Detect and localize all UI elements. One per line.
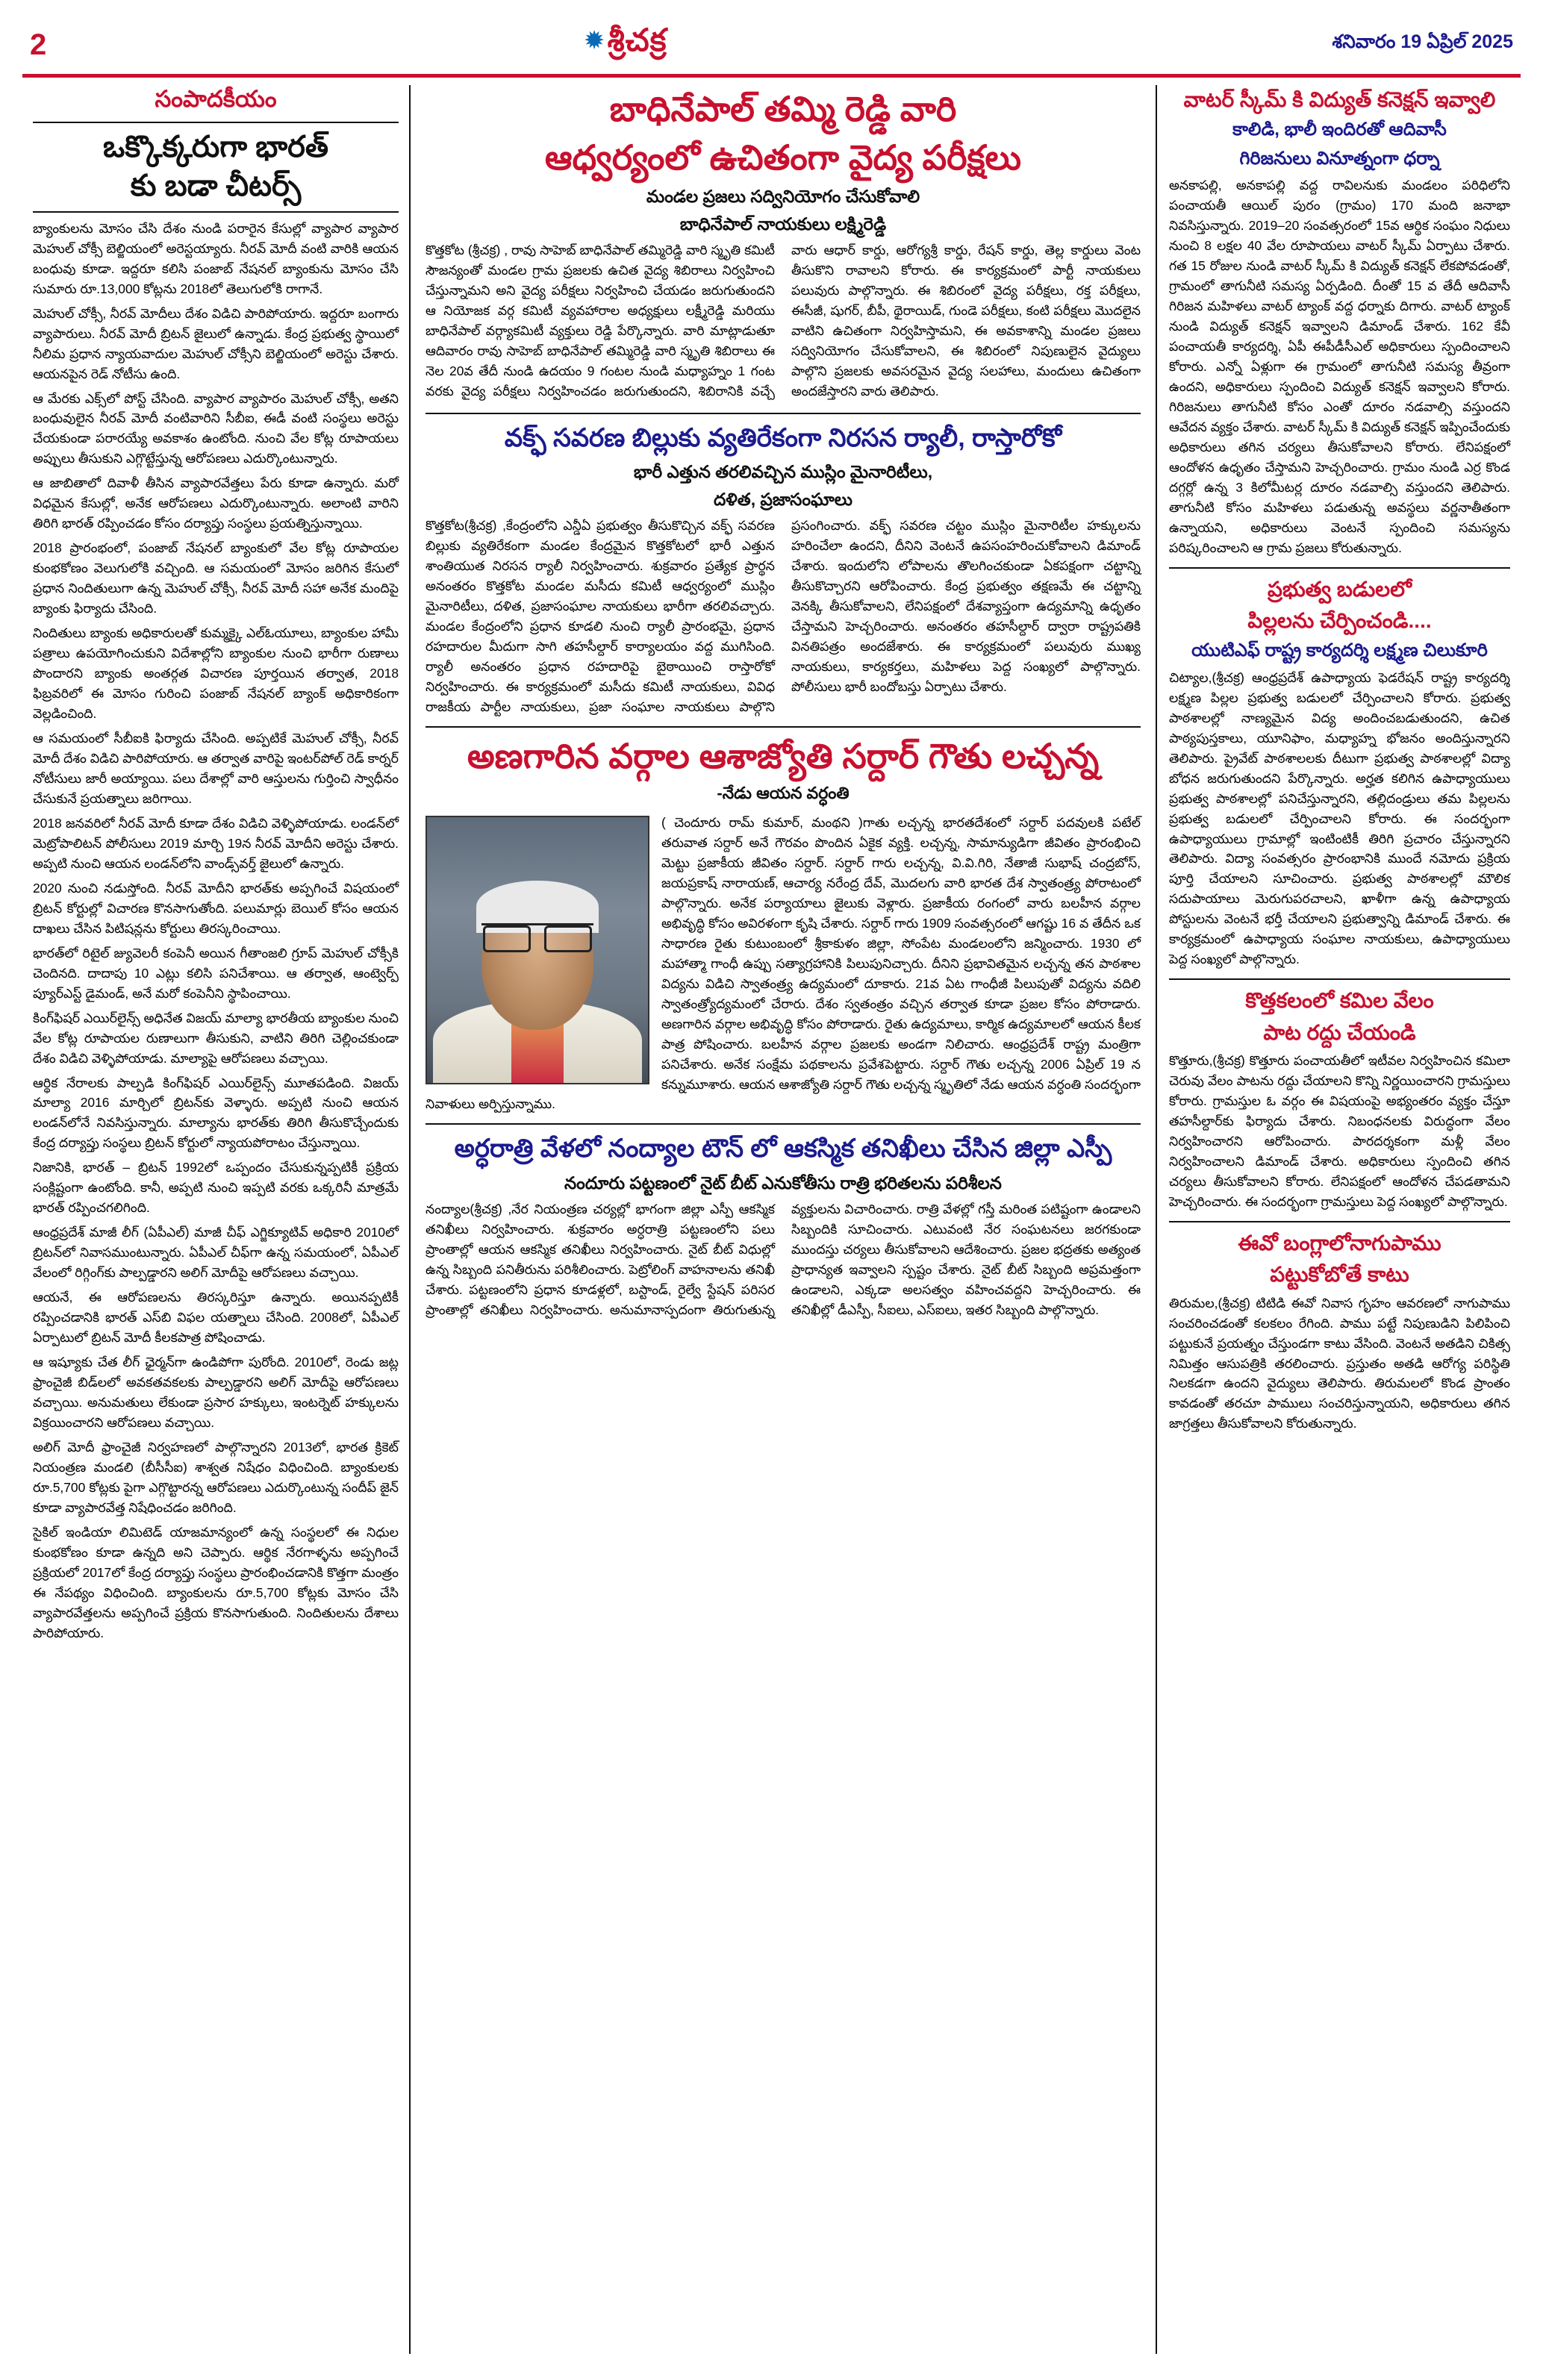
story3-subhead: -నేడు ఆయన వర్ధంతి [717,783,850,802]
paragraph: ( చెందూరు రామ్ కుమార్, మంథని )గాతు లచ్చన్న భారతదేశంలో సర్దార్ పదవులకి పటేల్ తరువాత సర్దార్ అనే గౌరవం పొందిన ఏకైక వ్యక్తి. లచ్చన్న, సామాన్యుడిగా జీవితం ప్రారంభించి మెట్టు ప్రజాకీయ జీవితం సర్దార్. సర్దార్ గారు లచ్చన్న, వి.వి.గిరి, నేతాజీ సుభాష్ చంద్రబోస్, జయప్రకాష్ నారాయణ్, ఆచార్య నరేంద్ర దేవ్, మొదలగు వారి భారత దేశ స్వాతంత్ర్య పోరాటంలో పాల్గొన్నారు. అనేక పర్యాయాలు జైలుకు వెళ్లారు. ప్రజాకీయ రంగంలో వారు బలహీన వర్గాల అభివృద్ధి కోసం అవిరళంగా కృషి చేశారు. సర్దార్ గారు 1909 సంవత్సరంలో ఆగష్టు 16 వ తేదీన ఒక సాధారణ రైతు కుటుంబంలో శ్రీకాకుళం జిల్లా, సోంపేట మండలంలోని జన్మించారు. 1930 లో మహాత్మా గాంధీ ఉప్పు సత్యాగ్రహానికి పిలుపునిచ్చారు. దీనిని ప్రభావితమైన లచ్చన్న తన పాఠశాల విద్యను విడిచి స్వాతంత్ర్య ఉద్యమంలో దూకారు. 21వ ఏట గాంధీజీ పిలుపుతో విద్యను వదిలి స్వాతంత్ర్యోద్యమంలో చేరారు. దేశం స్వతంత్రం వచ్చిన తర్వాత కూడా ప్రజల కోసం పోరాడారు. అణగారిన వర్గాల అభివృద్ధి కోసం పోరాడారు. రైతు ఉద్యమాలు, కార్మిక ఉద్యమాలలో ఆయన కీలక పాత్ర పోషించారు. బలహీన వర్గాల ప్రజలకు అండగా నిలిచారు. ఆంధ్రప్రదేశ్ రాష్ట్ర మంత్రిగా పనిచేశారు. అనేక సంక్షేమ పథకాలను ప్రవేశపెట్టారు. సర్దార్ గౌతు లచ్చన్న 2006 ఏప్రిల్ 19 న కన్నుమూశారు. ఆయన ఆశాజ్యోతి సర్దార్ గౌతు లచ్చన్న స్మృతిలో నేడు ఆయన వర్ధంతి సందర్భంగా నివాళులు అర్పిస్తున్నాము. [426,814,1141,1112]
right-story3-body [1169,1051,1510,1212]
lead-headline-line2: ఆధ్వర్యంలో ఉచితంగా వైద్య పరీక్షలు [544,138,1022,178]
column-left-editorial [22,85,411,2354]
lead-subhead-line1: మండల ప్రజలు సద్వినియోగం చేసుకోవాలి [646,187,920,207]
story2-body [426,516,1141,717]
page-content [22,85,1521,2354]
paragraph: చిట్యాల,(శ్రీచక్ర) ఆంధ్రప్రదేశ్ ఉపాధ్యాయ ఫెడరేషన్ రాష్ట్ర కార్యదర్శి లక్ష్మణ పిల్లల ప్రభుత్వ బడులలో చేర్పించాలని కోరారు. ప్రభుత్వ పాఠశాలల్లో నాణ్యమైన విద్య అందించబడుతుందని, ఉచిత పాఠ్యపుస్తకాలు, యూనిఫాం, మధ్యాహ్న భోజనం అందిస్తున్నారని తెలిపారు. ప్రైవేట్ పాఠశాలలకు దీటుగా ప్రభుత్వ పాఠశాలల్లో విద్యా బోధన జరుగుతుందని పేర్కొన్నారు. అర్హత కలిగిన ఉపాధ్యాయులు ప్రభుత్వ పాఠశాలల్లో పనిచేస్తున్నారని, తల్లిదండ్రులు తమ పిల్లలను ప్రభుత్వ బడులలో చేర్పించాలని కోరారు. ఈ సందర్భంగా ఉపాధ్యాయులు గ్రామాల్లో ఇంటింటికీ తిరిగి ప్రచారం చేస్తున్నారని తెలిపారు. విద్యా సంవత్సరం ప్రారంభానికి ముందే నమోదు ప్రక్రియ పూర్తి చేయాలని సూచించారు. ప్రభుత్వ పాఠశాలల్లో మౌలిక సదుపాయాలు మెరుగుపరచాలని, ఖాళీగా ఉన్న ఉపాధ్యాయ పోస్టులను వెంటనే భర్తీ చేయాలని ప్రభుత్వాన్ని డిమాండ్ చేశారు. ఈ కార్యక్రమంలో ఉపాధ్యాయ సంఘాల నాయకులు, ఉపాధ్యాయులు పెద్ద సంఖ్యలో పాల్గొన్నారు. [1169,669,1510,967]
right-story2-subhead: యుటిఎఫ్ రాష్ట్ర కార్యదర్శి లక్ష్మణ చిలుకూరి [1191,640,1488,661]
right-story4-headline-line1: ఈవో బంగ్లాలోనాగుపాము [1238,1231,1441,1255]
story4-subhead: నందూరు పట్టణంలో నైట్ బీట్ ఎనుకోతీసు రాత్రి భరితలను పరిశీలన [564,1172,1002,1193]
article-cobra-bite [1169,1230,1510,1434]
article-night-inspection [426,1132,1141,1322]
editorial-kicker: సంపాదకీయం [155,86,277,112]
story4-headline: అర్ధరాత్రి వేళలో నంద్యాల టౌన్ లో ఆకస్మిక తనిఖీలు చేసిన జిల్లా ఎస్పీ [454,1134,1112,1164]
right-story4-headline-line2: పట్టుకోబోతే కాటు [1270,1263,1409,1287]
lead-headline-line1: బాధినేపాల్ తమ్మి రెడ్డి వారి [609,90,957,128]
page-number: 2 [30,28,47,61]
paragraph: ఆ జాబితాలో దివాళీ తీసిన వ్యాపారవేత్తలు పేరు కూడా ఉన్నారు. మరో విధమైన కేసుల్లో, అనేక ఆరోపణలు ఎదుర్కొంటున్నారు. అలాంటి వారిని తిరిగి భారత్ రప్పించడం కోసం దర్యాప్తు సంస్థలు ప్రయత్నిస్తున్నాయి. [33,475,399,531]
paragraph: కొత్తకోట(శ్రీచక్ర) ,కేంద్రంలోని ఎన్డీఏ ప్రభుత్వం తీసుకొచ్చిన వక్ఫ్ సవరణ బిల్లుకు వ్యతిరేకంగా మండల కేంద్రమైన కొత్తకోటలో భారీ ఎత్తున శాంతియుత నిరసన ర్యాలీ నిర్వహించారు. శుక్రవారం ప్రత్యేక ప్రార్థన అనంతరం కొత్తకోట మండల మసీదు కమిటీ ఆధ్వర్యంలో ముస్లిం మైనారిటీలు, దళిత, ప్రజాసంఘాల నాయకులు భారీగా తరలివచ్చారు. మండల కేంద్రంలోని ప్రధాన కూడలి నుంచి ర్యాలీ ప్రారంభమై, ప్రధాన రహదారుల మీదుగా సాగి తహసీల్దార్ కార్యాలయం వద్ద ముగిసింది. ర్యాలీ అనంతరం ప్రధాన రహదారిపై బైఠాయించి రాస్తారోకో నిర్వహించారు. ఈ కార్యక్రమంలో మసీదు కమిటీ నాయకులు, వివిధ రాజకీయ పార్టీల నాయకులు, ప్రజా సంఘాల నాయకులు పాల్గొని ప్రసంగించారు. వక్ఫ్ సవరణ చట్టం ముస్లిం మైనారిటీల హక్కులను హరించేలా ఉందని, దీనిని వెంటనే ఉపసంహరించుకోవాలని డిమాండ్ చేశారు. ఇందులోని లోపాలను తొలగించకుండా ఏకపక్షంగా చట్టాన్ని తీసుకొచ్చారని ఆరోపించారు. కేంద్ర ప్రభుత్వం తక్షణమే ఈ చట్టాన్ని వెనక్కి తీసుకోవాలని, లేనిపక్షంలో దేశవ్యాప్తంగా ఉద్యమాన్ని ఉధృతం చేస్తామని హెచ్చరించారు. అనంతరం తహసీల్దార్ ద్వారా రాష్ట్రపతికి వినతిపత్రం అందజేశారు. ఈ కార్యక్రమంలో పలువురు ముఖ్య నాయకులు, కార్యకర్తలు, మహిళలు పెద్ద సంఖ్యలో పాల్గొన్నారు. పోలీసులు భారీ బందోబస్తు ఏర్పాటు చేశారు. [426,518,1141,714]
right-story1-body [1169,175,1510,557]
paragraph: 2018 జనవరిలో నీరవ్ మోదీ కూడా దేశం విడిచి వెళ్ళిపోయాడు. లండన్‌లో మెట్రోపాలిటన్ పోలీసులు 2019 మార్చి 19న నీరవ్ మోదీని అరెస్టు చేశారు. అప్పటి నుంచి ఆయన లండన్‌లోని వాండ్స్‌వర్త్ జైలులో ఉన్నారు. [33,815,399,871]
publication-logo [585,22,667,66]
article-govt-schools [1169,576,1510,970]
column-middle [411,85,1157,2354]
divider [426,413,1141,414]
paragraph: కింగ్‌ఫిషర్ ఎయిర్‌లైన్స్ అధినేత విజయ్ మాల్యా భారతీయ బ్యాంకుల నుంచి వేల కోట్ల రూపాయల రుణాలుగా తీసుకుని, వాటిని తిరిగి చెల్లించకుండా దేశం విడిచి వెళ్ళిపోయాడు. మాల్యాపై ఆరోపణలు వచ్చాయి. [33,1010,399,1066]
photo-glasses [481,923,593,946]
column-right [1157,85,1521,2354]
paragraph: 2020 నుంచి నడుస్తోంది. నీరవ్ మోదీని భారత్‌కు అప్పగించే విషయంలో బ్రిటన్ కోర్టుల్లో విచారణ కొనసాగుతోంది. పలుమార్లు బెయిల్ కోసం ఆయన దాఖలు చేసిన పిటిషన్లను కోర్టులు తిరస్కరించాయి. [33,880,399,936]
paragraph: కొత్తూరు,(శ్రీచక్ర) కొత్తూరు పంచాయతీలో ఇటీవల నిర్వహించిన కమిలా చెరువు వేలం పాటను రద్దు చేయాలని కొన్ని నిర్ణయించారని గ్రామస్తులు కోరారు. గ్రామస్తుల ఓ వర్గం ఈ విషయంపై అభ్యంతరం వ్యక్తం చేస్తూ తహసీల్దార్‌కు ఫిర్యాదు చేశారు. నిబంధనలకు విరుద్ధంగా వేలం నిర్వహించారని ఆరోపించారు. పారదర్శకంగా మళ్లీ వేలం నిర్వహించాలని డిమాండ్ చేశారు. అధికారులు స్పందించి తగిన చర్యలు తీసుకోవాలని కోరారు. లేనిపక్షంలో ఆందోళన చేపడతామని హెచ్చరించారు. ఈ సందర్భంగా గ్రామస్తులు పెద్ద సంఖ్యలో పాల్గొన్నారు. [1169,1053,1510,1209]
right-story3-headline-line2: పాట రద్దు చేయండి [1263,1020,1416,1044]
paragraph: ఆ మేరకు ఎక్స్‌లో పోస్ట్ చేసింది. వ్యాపార వ్యాపారం మెహుల్ చోక్సీ, అతని బంధువులైన నీరవ్ మోదీ వంటివారిని సీబీఐ, ఈడీ వంటి సంస్థలు అరెస్టు చేయకుండా పరారయ్యే అవకాశం ఉంటోంది. నుంచి వేల కోట్ల రూపాయలు అప్పులు తీసుకుని ఎగ్గొట్టేస్తున్న ఆరోపణలు ఎదుర్కొంటున్నారు. [33,390,399,466]
editorial-body [33,219,399,1643]
paragraph: నిజానికి, భారత్ – బ్రిటన్ 1992లో ఒప్పందం చేసుకున్నప్పటికీ ప్రక్రియ సంక్లిష్టంగా ఉంటోంది. కానీ, అప్పటి నుంచి ఇప్పటి వరకు ఒక్కరినీ మాత్రమే భారత్ రప్పించగలిగింది. [33,1160,399,1216]
article-gouthu-lachanna [426,735,1141,1115]
story4-body [426,1199,1141,1322]
right-story3-headline-line1: కొత్తకలంలో కమిల వేలం [1245,989,1434,1013]
right-story2-headline-line2: పిల్లలను చేర్పించండి.... [1247,608,1432,632]
paragraph: కొత్తకోట (శ్రీచక్ర) , రావు సాహెబ్ బాధినేపాల్ తమ్మిరెడ్డి వారి స్మృతి కమిటీ సౌజన్యంతో మండల గ్రామ ప్రజలకు ఉచిత వైద్య శిబిరాలు నిర్వహించి చేస్తున్నామని అని వైద్య పరీక్షలు నిర్వహించి చేయడం జరుగుతుందని ఆ నియోజక వర్గ కమిటీ వ్యవహారాల అధ్యక్షులు లక్ష్మీరెడ్డి మరియు బాధినేపాల్ వర్గ్యాకమిటీ వ్యక్తులు రెడ్డి పేర్కొన్నారు. వారి మాట్లాడుతూ ఆదివారం రావు సాహెబ్ బాధినేపాల్ తమ్మిరెడ్డి వారి స్మృతి శిబిరాలు ఈ నెల 20వ తేదీ నుండి ఉదయం 9 గంటల నుండి మధ్యాహ్నం 1 గంట వరకు వైద్య పరీక్షలు నిర్వహించడం జరుగుతుందని, శిబిరానికి వచ్చే వారు ఆధార్ కార్డు, ఆరోగ్యశ్రీ కార్డు, రేషన్ కార్డు, తెల్ల కార్డులు వెంట తీసుకొని రావాలని కోరారు. ఈ కార్యక్రమంలో పార్టీ నాయకులు పలువురు పాల్గొన్నారు. ఈ శిబిరంలో వైద్య పరీక్షలు, రక్త పరీక్షలు, ఈసీజీ, షుగర్, బీపీ, థైరాయిడ్, గుండె పరీక్షలు, కంటి పరీక్షలు మొదలైన వాటిని ఉచితంగా నిర్వహిస్తామని, ఈ అవకాశాన్ని మండల ప్రజలు సద్వినియోగం చేసుకోవాలని, ఈ శిబిరంలో నిపుణులైన వైద్యులు పాల్గొని ప్రజలకు అవసరమైన వైద్య సలహాలు, మందులు ఉచితంగా అందజేస్తారని వారు తెలిపారు. [426,243,1141,399]
lead-body [426,240,1141,404]
logo-mark-icon: ✹ [585,28,605,53]
paragraph: అలిగ్ మోదీ ఫ్రాంచైజీ నిర్వహణలో పాల్గొన్నారని 2013లో, భారత క్రికెట్ నియంత్రణ మండలి (బీసీసీఐ) శాశ్వత నిషేధం విధించింది. బ్యాంకులకు రూ.5,700 కోట్లకు పైగా ఎగ్గొట్టారన్న ఆరోపణలు ఎదుర్కొంటున్న సందీప్ జైన్ కూడా వ్యాపారవేత్త నిషేధించడం జరిగింది. [33,1439,399,1515]
story2-subhead-line2: దళిత, ప్రజాసంఘాలు [714,490,852,510]
paragraph: తిరుమల,(శ్రీచక్ర) టిటిడి ఈవో నివాస గృహం ఆవరణలో నాగుపాము సంచరించడంతో కలకలం రేగింది. పాము పట్టే నిపుణుడిని పిలిపించి పట్టుకునే ప్రయత్నం చేస్తుండగా కాటు వేసింది. వెంటనే అతడిని చికిత్స నిమిత్తం ఆసుపత్రికి తరలించారు. ప్రస్తుతం అతడి ఆరోగ్య పరిస్థితి నిలకడగా ఉందని వైద్యులు తెలిపారు. తిరుమలలో కొండ ప్రాంతం కావడంతో తరచూ పాములు సంచరిస్తున్నాయని, అధికారులు తగిన జాగ్రత్తలు తీసుకోవాలని కోరుతున్నారు. [1169,1295,1510,1431]
portrait-photo [426,816,649,1084]
article-auction-cancel [1169,987,1510,1212]
right-story4-body [1169,1293,1510,1434]
right-story1-headline: వాటర్ స్కీమ్ కి విద్యుత్ కనెక్షన్ ఇవ్వాలి [1183,88,1496,111]
paragraph: సైకిల్ ఇండియా లిమిటెడ్ యాజమాన్యంలో ఉన్న సంస్థలలో ఈ నిధుల కుంభకోణం కూడా ఉన్నది అని చెప్పారు. ఆర్థిక నేరగాళ్ళను అప్పగించే ప్రక్రియలో 2017లో కేంద్ర దర్యాప్తు సంస్థలు ప్రారంభించడానికి కొత్తగా మంత్రం ఈ నేపథ్యం విధించింది. బ్యాంకులను రూ.5,700 కోట్లకు మోసం చేసి వ్యాపారవేత్తలను అప్పగించే ప్రక్రియ కొనసాగుతుంది. నిందితులను దేశాలు పారిపోయారు. [33,1524,399,1640]
right-story2-headline-line1: ప్రభుత్వ బడులలో [1268,577,1412,601]
article-lead [426,88,1141,404]
story3-headline: అణగారిన వర్గాల ఆశాజ్యోతి సర్దార్ గౌతు లచ్చన్న [467,736,1100,775]
story3-body [426,813,1141,1115]
paragraph: బ్యాంకులను మోసం చేసి దేశం నుండి పరారైన కేసుల్లో వ్యాపార వ్యాపార మెహుల్ చోక్సీ బెల్జియంలో అరెస్టయ్యారు. నీరవ్ మోదీ వంటి వారికి ఆయన బంధువు కూడా. ఇద్దరూ కలిసి పంజాబ్ నేషనల్ బ్యాంకును మోసం చేసి సుమారు రూ.13,000 కోట్లను 2018లో తెలుగులోకి రాగానే. [33,220,399,296]
article-waqf-protest [426,422,1141,717]
story2-subhead-line1: భారీ ఎత్తున తరలివచ్చిన ముస్లిం మైనారిటీలు, [633,462,933,482]
paragraph: ఆ సమయంలో సీబీఐకి ఫిర్యాదు చేసింది. అప్పటికే మెహుల్ చోక్సీ, నీరవ్ మోదీ దేశం విడిచి పారిపోయారు. ఆ తర్వాత వారిపై ఇంటర్‌పోల్ రెడ్ కార్నర్ నోటీసులు జారీ అయ్యాయి. పలు దేశాల్లో వారి ఆస్తులను గుర్తించి స్వాధీనం చేసుకునే ప్రయత్నాలు జరిగాయి. [33,731,399,806]
paragraph: భారత్‌లో రిటైల్ జ్యువెలరీ కంపెనీ అయిన గీతాంజలి గ్రూప్ మెహుల్ చోక్సీకి చెందినది. దాదాపు 10 ఎట్లు కలిసి పనిచేశాయి. ఆ తర్వాత, ఆంట్వెర్ప్ ప్యూర్ఎస్ట్ డైమండ్, అనే మరో కంపెనీని స్థాపించాయి. [33,945,399,1001]
editorial-title-line2: కు బడా చీటర్స్ [130,169,302,202]
lead-subhead-line2: బాధినేపాల్ నాయకులు లక్ష్మిరెడ్డి [679,214,887,234]
paragraph: 2018 ప్రారంభంలో, పంజాబ్ నేషనల్ బ్యాంకులో వేల కోట్ల రూపాయల కుంభకోణం వెలుగులోకి వచ్చింది. ఆ సమయంలో మోసం జరిగిన కేసులో ప్రధాన నిందితులుగా ఉన్న మెహుల్ చోక్సీ, నీరవ్ మోదీ సహా అనేక మందిపై బ్యాంకు ఫిర్యాదు చేసింది. [33,540,399,616]
divider [33,211,399,213]
paragraph: నిందితులు బ్యాంకు అధికారులతో కుమ్మక్కై ఎల్‌ఓయూలు, బ్యాంకుల హామీ పత్రాలు ఉపయోగించుకుని విదేశాల్లోని బ్యాంకుల నుంచి భారీగా రుణాలు పొందారని బ్యాంకు అంతర్గత విచారణ పూర్తయిన తర్వాత, 2018 ఫిబ్రవరిలో ఈ మోసం గురించి పంజాబ్ నేషనల్ బ్యాంక్ అధికారికంగా వెల్లడించింది. [33,625,399,722]
right-story1-subhead-line1: కాలిడి, భాలీ ఇందిరతో ఆదివాసీ [1232,119,1447,140]
right-story2-body [1169,668,1510,970]
dateline: శనివారం 19 ఏప్రిల్ 2025 [1332,31,1513,52]
paragraph: ఆయనే, ఈ ఆరోపణలను తిరస్కరిస్తూ ఉన్నారు. అయినప్పటికీ రప్పించడానికి భారత్ ఎస్‌బి విఫల యత్నాలు చేసింది. 2008లో, ఏపీఎల్ ఏర్పాటులో బ్రిటన్ మోదీ కీలకపాత్ర పోషించాడు. [33,1290,399,1346]
right-story1-subhead-line2: గిరిజనులు వినూత్నంగా ధర్నా [1239,148,1440,169]
paragraph: ఆంధ్రప్రదేశ్ మాజీ లీగ్ (ఏపీఎల్) మాజీ చీఫ్ ఎగ్జిక్యూటివ్ అధికారి 2010లో బ్రిటన్‌లో నివాసముంటున్నారు. ఏపీఎల్ చీఫ్‌గా ఉన్న సమయంలో, ఏపీఎల్ వేలంలో రిగ్గింగ్‌కు పాల్పడ్డారని అలిగ్ మోదీపై ఆరోపణలు వచ్చాయి. [33,1225,399,1281]
paragraph: ఆ ఇష్యూకు చేత లీగ్ ఛైర్మన్‌గా ఉండిపోగా పురోంది. 2010లో, రెండు జట్ల ఫ్రాంచైజీ బిడ్‌లలో అవకతవకలకు పాల్పడ్డారని అలిగ్ మోదీపై ఆరోపణలు వచ్చాయి. అనుమతులు లేకుండా ప్రసార హక్కులు, ఇంటర్నెట్ హక్కులను విక్రయించారని ఆరోపణలు వచ్చాయి. [33,1355,399,1430]
paragraph: ఆర్థిక నేరాలకు పాల్పడి కింగ్‌ఫిషర్ ఎయిర్‌లైన్స్ మూతపడింది. విజయ్ మాల్యా 2016 మార్చిలో బ్రిటన్‌కు వెళ్ళారు. అప్పటి నుంచి ఆయన లండన్‌లోనే నివసిస్తున్నారు. మాల్యాను భారత్‌కు తిరిగి తీసుకొచ్చేందుకు కేంద్ర దర్యాప్తు సంస్థలు బ్రిటన్ కోర్టులో న్యాయపోరాటం చేస్తున్నాయి. [33,1075,399,1151]
portrait-photo-wrap [426,816,649,1084]
divider [1169,1221,1510,1222]
divider [1169,978,1510,980]
paragraph: నంద్యాల(శ్రీచక్ర) ,నేర నియంత్రణ చర్యల్లో భాగంగా జిల్లా ఎస్పీ ఆకస్మిక తనిఖీలు నిర్వహించారు. శుక్రవారం అర్ధరాత్రి పట్టణంలోని పలు ప్రాంతాల్లో ఆయన ఆకస్మిక తనిఖీలు నిర్వహించారు. నైట్ బీట్ విధుల్లో ఉన్న సిబ్బంది పనితీరును పరిశీలించారు. పెట్రోలింగ్ వాహనాలను తనిఖీ చేశారు. పట్టణంలోని ప్రధాన కూడళ్లలో, బస్టాండ్, రైల్వే స్టేషన్ పరిసర ప్రాంతాల్లో తనిఖీలు నిర్వహించారు. అనుమానాస్పదంగా తిరుగుతున్న వ్యక్తులను విచారించారు. రాత్రి వేళల్లో గస్తీ మరింత పటిష్టంగా ఉండాలని సిబ్బందికి సూచించారు. ఎటువంటి నేర సంఘటనలు జరగకుండా ముందస్తు చర్యలు తీసుకోవాలని ఆదేశించారు. ప్రజల భద్రతకు అత్యంత ప్రాధాన్యత ఇవ్వాలని స్పష్టం చేశారు. నైట్ బీట్ సిబ్బంది అప్రమత్తంగా ఉండాలని, ఎక్కడా అలసత్వం వహించవద్దని హెచ్చరించారు. ఈ తనిఖీల్లో డీఎస్పీ, సీఐలు, ఎస్ఐలు, ఇతర సిబ్బంది పాల్గొన్నారు. [426,1201,1141,1317]
logo-text: శ్రీచక్ర [607,22,667,57]
paragraph: అనకాపల్లి, అనకాపల్లి వద్ద రావిలనుకు మండలం పరిధిలోని పంచాయతీ ఆయిల్ పురం (గ్రామం) 170 మంది జనాభా నివసిస్తున్నారు. 2019–20 సంవత్సరంలో 15వ ఆర్థిక సంఘం నిధులు నుంచి 8 లక్షల 40 వేల రూపాయలు వాటర్ స్కీమ్ ఏర్పాటు చేశారు. గత 15 రోజుల నుండి వాటర్ స్కీమ్ కి విద్యుత్ కనెక్షన్ లేకపోవడంతో, గ్రామంలో తాగునీటి సమస్య ఏర్పడింది. దీంతో 15 వ తేదీ ఆదివాసీ గిరిజన మహిళలు వాటర్ ట్యాంక్ వద్ద ధర్నాకు దిగారు. వాటర్ ట్యాంక్ నుండి విద్యుత్ కనెక్షన్ ఇవ్వాలని డిమాండ్ చేశారు. 162 కేవీ పంచాయతీ కార్యదర్శి, ఏపీ ఈపీడీసీఎల్ అధికారులు స్పందించాలని కోరారు. ఎన్నో ఏళ్లుగా ఈ గ్రామంలో తాగునీటి సమస్య తీవ్రంగా ఉందని, అధికారులు స్పందించి విద్యుత్ కనెక్షన్ ఇవ్వాలని కోరారు. గిరిజనులు తాగునీటి కోసం ఎంతో దూరం నడవాల్సి వస్తుందని ఆవేదన వ్యక్తం చేశారు. వాటర్ స్కీమ్ కి విద్యుత్ కనెక్షన్ ఇప్పించేందుకు అధికారులు తగిన చర్యలు తీసుకోవాలని కోరారు. లేనిపక్షంలో ఆందోళన ఉధృతం చేస్తామని హెచ్చరించారు. గ్రామం నుండి ఎర్ర కొండ దగ్గర్లో ఉన్న 3 కిలోమీటర్ల దూరం నడవాల్సి వస్తుందని తెలిపారు. తాగునీటి కోసం మహిళలు పడుతున్న అవస్థలు వర్ణనాతీతంగా ఉన్నాయని, అధికారులు వెంటనే స్పందించి సమస్యను పరిష్కరించాలని ఆ గ్రామ ప్రజలు కోరుతున్నారు. [1169,178,1510,555]
story2-headline: వక్ఫ్ సవరణ బిల్లుకు వ్యతిరేకంగా నిరసన ర్యాలీ, రాస్తారోకో [504,423,1062,452]
divider [33,122,399,123]
paragraph: మెహుల్ చోక్సీ, నీరవ్ మోదీలు దేశం విడిచి పారిపోయారు. ఇద్దరూ బంగారు వ్యాపారులు. నీరవ్ మోదీ బ్రిటన్ జైలులో ఉన్నాడు. కేంద్ర ప్రభుత్వ స్థాయిలో నీలిమ ప్రధాన న్యాయవాదుల మెహుల్ చోక్సీని బెల్జియంలో అరెస్టు చేశారు. ఆయనపైన రెడ్ నోటీసు ఉంది. [33,305,399,381]
divider [426,726,1141,728]
divider [426,1123,1141,1125]
masthead [22,19,1521,78]
editorial-title-line1: ఒక్కొక్కరుగా భారత్ [103,130,328,163]
divider [1169,567,1510,569]
article-water-scheme [1169,87,1510,558]
